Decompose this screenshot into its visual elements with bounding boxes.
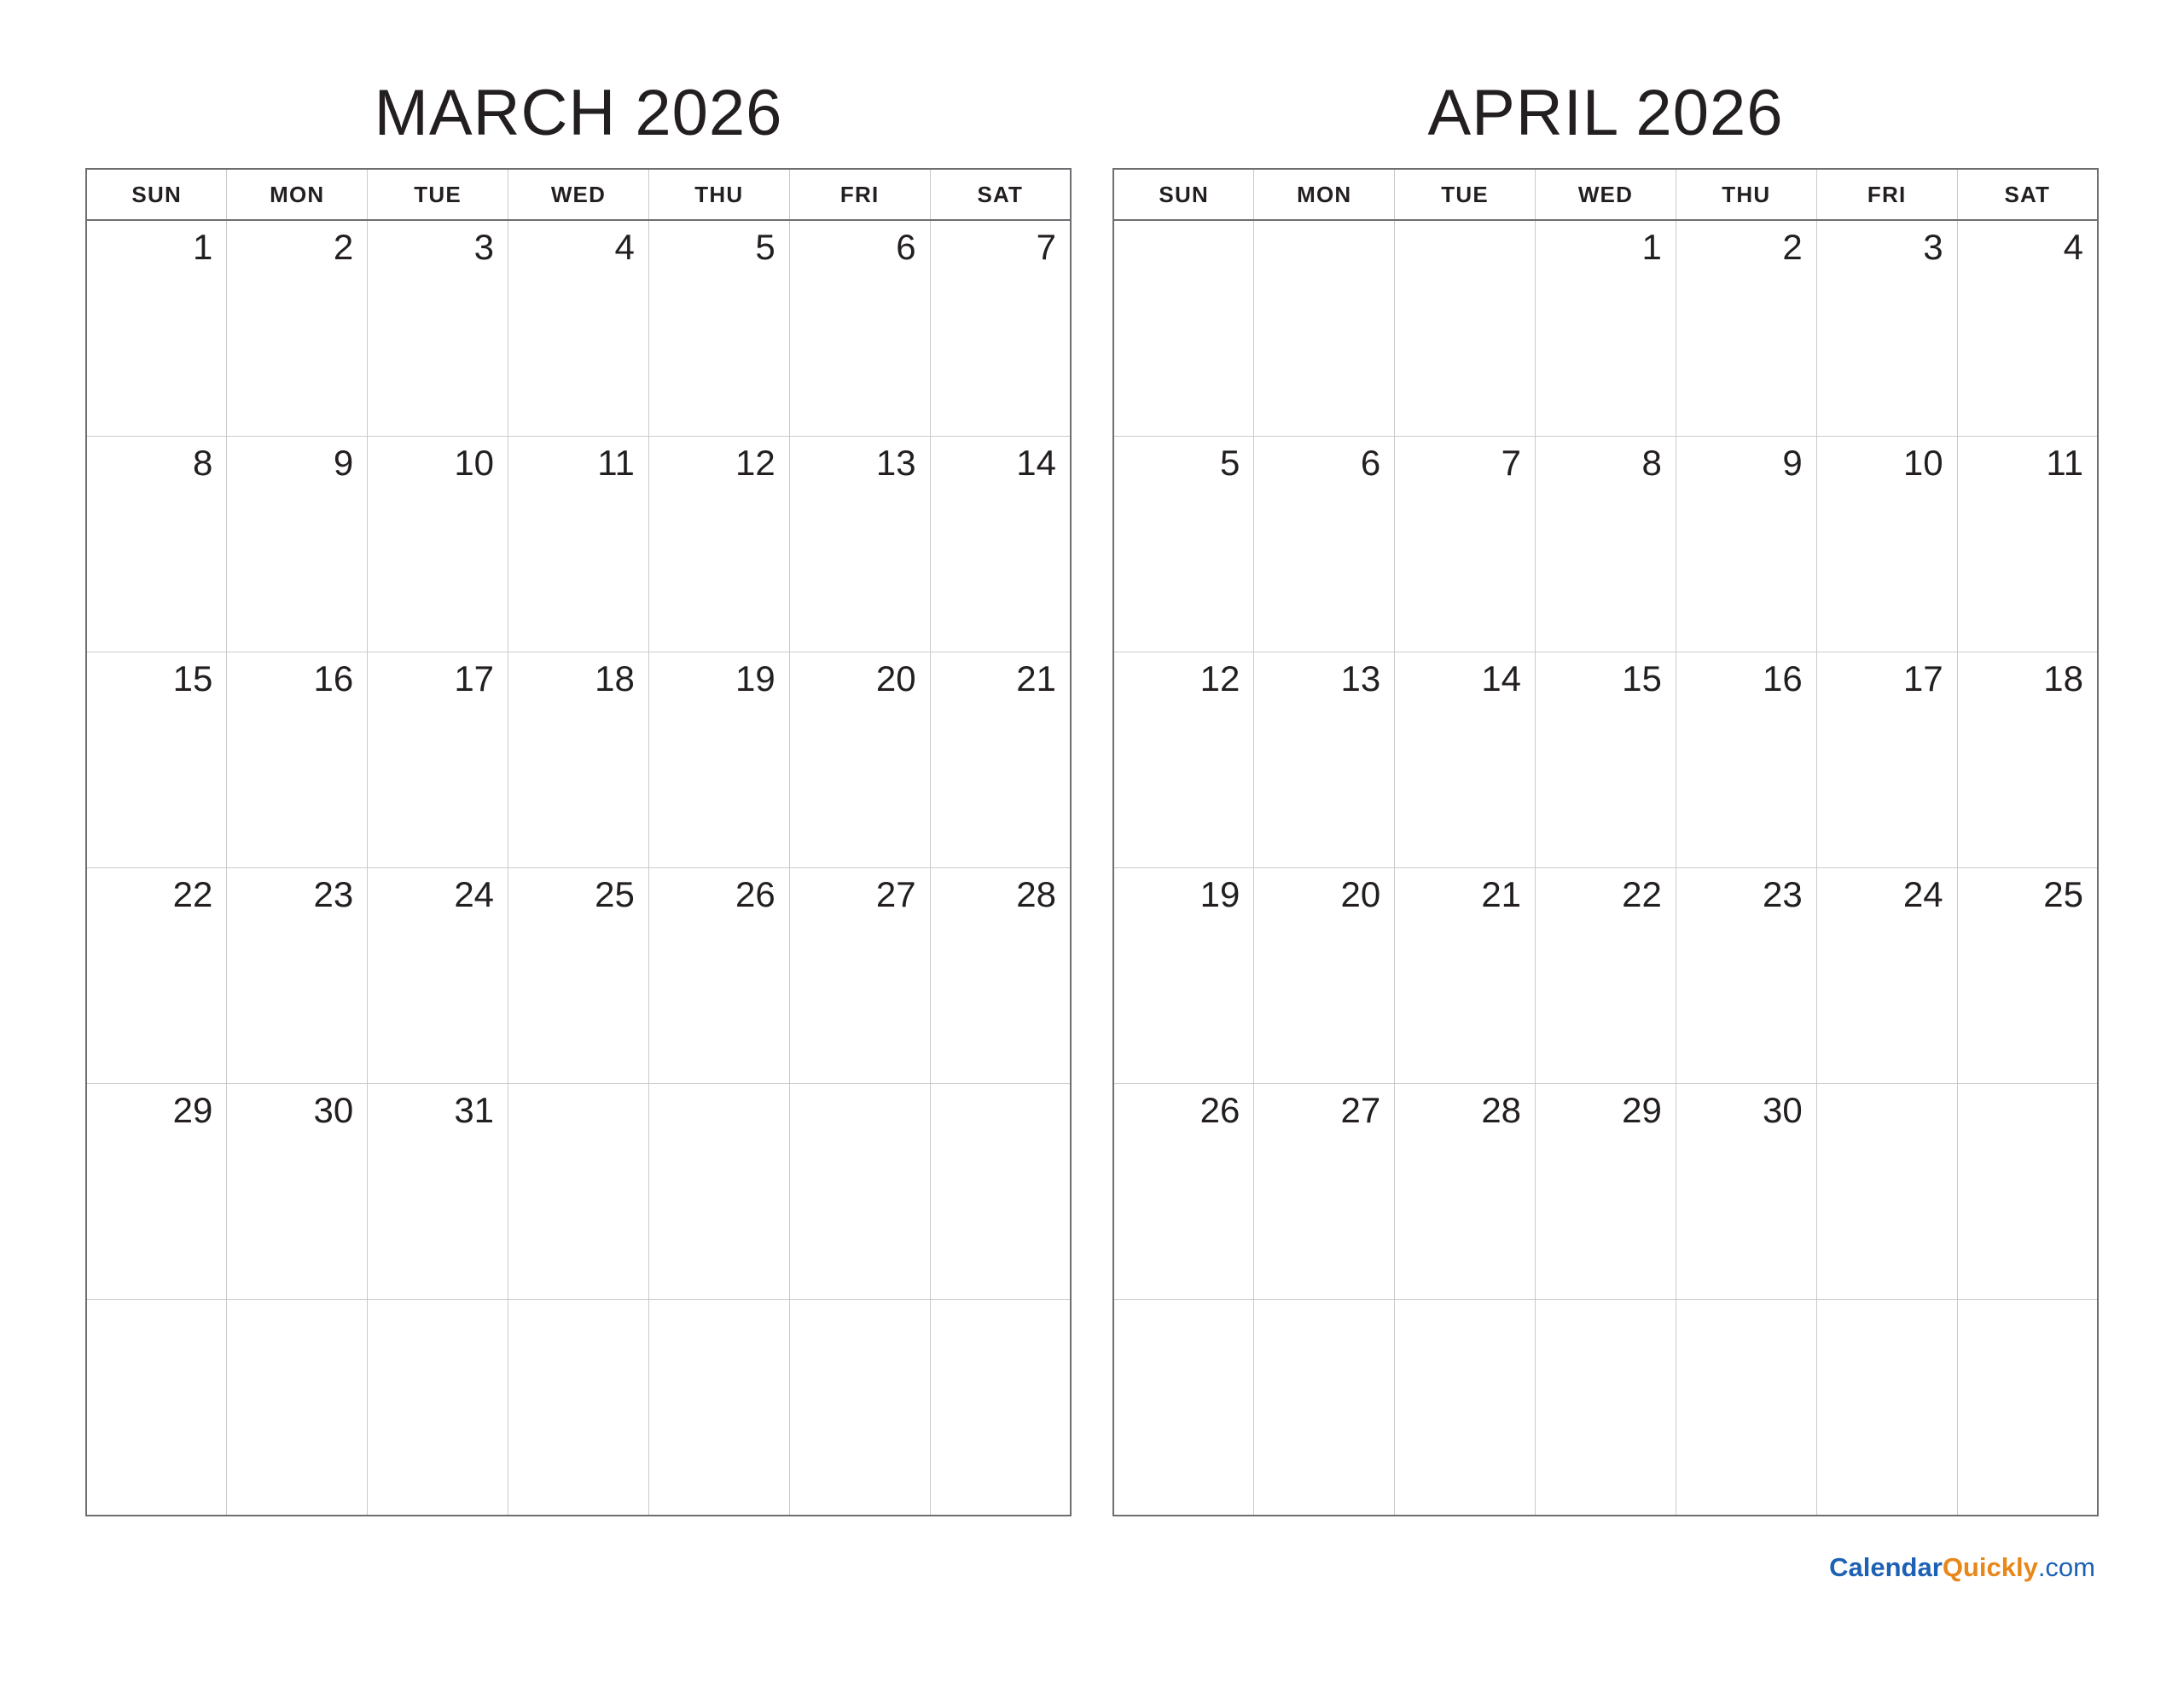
day-number: 15 [172,658,213,699]
weekday-header-sat: SAT [930,169,1071,220]
day-cell[interactable] [1254,652,1395,868]
day-cell[interactable] [508,220,649,437]
day-cell[interactable] [1254,1084,1395,1300]
day-cell-empty[interactable] [789,1084,930,1300]
day-number: 14 [1016,443,1056,483]
day-number: 23 [313,874,354,914]
day-number: 3 [1923,227,1943,267]
weekday-header-sun: SUN [86,169,227,220]
day-number: 4 [2063,227,2083,267]
day-cell[interactable] [1957,437,2098,652]
day-cell[interactable] [1395,652,1536,868]
day-cell[interactable] [86,1084,227,1300]
week-row [86,868,1071,1084]
day-cell[interactable] [1957,868,2098,1084]
day-number: 6 [896,227,916,267]
day-cell[interactable] [789,220,930,437]
day-number: 31 [454,1090,495,1130]
day-number: 1 [1641,227,1662,267]
calendar-march [85,77,1072,1516]
day-number: 5 [755,227,775,267]
day-cell[interactable] [227,220,368,437]
weekday-header-row [86,169,1071,220]
day-cell-empty[interactable] [508,1084,649,1300]
day-number: 13 [875,443,916,483]
week-row [86,1300,1071,1516]
day-cell[interactable] [648,652,789,868]
day-cell[interactable] [227,652,368,868]
brand-text-calendar: Calendar [1829,1552,1943,1582]
day-cell[interactable] [930,220,1071,437]
day-number: 17 [454,658,495,699]
day-number: 9 [1782,443,1803,483]
day-number: 20 [875,658,916,699]
day-cell[interactable] [227,1084,368,1300]
week-row [86,220,1071,437]
day-cell[interactable] [227,868,368,1084]
weekday-header-sat: SAT [1957,169,2098,220]
day-cell[interactable] [1536,1084,1676,1300]
day-number: 8 [1641,443,1662,483]
week-row [86,1084,1071,1300]
day-cell[interactable] [1816,220,1957,437]
day-number: 11 [597,443,635,483]
day-cell[interactable] [86,220,227,437]
day-number: 19 [735,658,775,699]
day-cell[interactable] [1816,652,1957,868]
day-number: 2 [333,227,354,267]
day-number: 12 [1199,658,1240,699]
day-cell-empty[interactable] [86,1300,227,1516]
day-number: 27 [875,874,916,914]
day-number: 12 [735,443,775,483]
day-cell[interactable] [368,1084,508,1300]
day-cell-empty[interactable] [789,1300,930,1516]
week-row [86,652,1071,868]
day-cell[interactable] [1254,437,1395,652]
weekday-header-fri: FRI [789,169,930,220]
day-number: 14 [1481,658,1522,699]
brand-watermark[interactable] [1829,1552,2095,1583]
day-cell[interactable] [508,652,649,868]
day-cell[interactable] [368,437,508,652]
day-cell-empty[interactable] [1254,1300,1395,1516]
day-cell[interactable] [1536,437,1676,652]
day-number: 19 [1199,874,1240,914]
brand-text-quickly: Quickly [1942,1552,2038,1582]
week-row [1113,1300,2098,1516]
day-number: 24 [1902,874,1943,914]
day-cell[interactable] [1676,437,1816,652]
day-number: 18 [2043,658,2083,699]
day-cell[interactable] [1254,868,1395,1084]
day-cell-empty[interactable] [1395,220,1536,437]
day-cell[interactable] [789,868,930,1084]
day-cell[interactable] [1113,437,1254,652]
day-cell-empty[interactable] [1957,1084,2098,1300]
day-cell[interactable] [930,652,1071,868]
day-cell[interactable] [1957,652,2098,868]
day-number: 16 [313,658,354,699]
day-cell-empty[interactable] [930,1300,1071,1516]
day-number: 21 [1481,874,1522,914]
day-number: 26 [735,874,775,914]
day-number: 18 [595,658,635,699]
day-number: 30 [1763,1090,1803,1130]
day-cell-empty[interactable] [1816,1084,1957,1300]
weekday-header-thu: THU [1676,169,1816,220]
day-cell[interactable] [1536,868,1676,1084]
calendar-title-april: APRIL 2026 [1427,77,1784,149]
day-number: 22 [172,874,213,914]
month-table-march [85,168,1072,1516]
day-number: 28 [1016,874,1056,914]
day-cell-empty[interactable] [1816,1300,1957,1516]
day-number: 15 [1622,658,1662,699]
day-number: 25 [595,874,635,914]
day-number: 4 [614,227,635,267]
brand-text-domain: .com [2037,1552,2095,1582]
day-cell[interactable] [789,652,930,868]
calendar-grid-container [85,77,2099,1516]
day-cell[interactable] [1676,220,1816,437]
day-cell[interactable] [227,437,368,652]
day-cell[interactable] [1113,868,1254,1084]
day-cell[interactable] [789,437,930,652]
day-number: 23 [1763,874,1803,914]
day-number: 7 [1501,443,1522,483]
day-cell-empty[interactable] [508,1300,649,1516]
week-row [86,437,1071,652]
day-number: 1 [192,227,213,267]
day-number: 21 [1016,658,1056,699]
day-number: 10 [454,443,495,483]
day-number: 6 [1360,443,1381,483]
day-number: 9 [333,443,354,483]
day-cell[interactable] [1957,220,2098,437]
day-cell[interactable] [930,868,1071,1084]
day-cell[interactable] [1676,868,1816,1084]
day-number: 3 [473,227,495,267]
day-cell-empty[interactable] [1676,1300,1816,1516]
day-cell-empty[interactable] [227,1300,368,1516]
day-number: 7 [1036,227,1056,267]
weekday-header-tue: TUE [1395,169,1536,220]
day-cell[interactable] [508,868,649,1084]
day-number: 20 [1340,874,1381,914]
day-cell[interactable] [1536,220,1676,437]
day-cell-empty[interactable] [648,1084,789,1300]
day-cell-empty[interactable] [1536,1300,1676,1516]
day-number: 2 [1782,227,1803,267]
day-number: 29 [1622,1090,1662,1130]
week-row [1113,437,2098,652]
month-table-april [1112,168,2099,1516]
day-cell-empty[interactable] [1113,220,1254,437]
day-cell-empty[interactable] [1254,220,1395,437]
day-cell[interactable] [1113,652,1254,868]
day-cell[interactable] [86,652,227,868]
weekday-header-tue: TUE [368,169,508,220]
day-number: 28 [1481,1090,1522,1130]
day-number: 22 [1622,874,1662,914]
day-number: 24 [454,874,495,914]
week-row [1113,868,2098,1084]
day-cell[interactable] [368,220,508,437]
day-cell[interactable] [1395,437,1536,652]
day-number: 29 [172,1090,213,1130]
weekday-header-wed: WED [508,169,649,220]
weekday-header-sun: SUN [1113,169,1254,220]
calendar-title-march: MARCH 2026 [374,77,783,149]
day-cell-empty[interactable] [1113,1300,1254,1516]
day-cell[interactable] [368,868,508,1084]
day-cell-empty[interactable] [1395,1300,1536,1516]
day-number: 26 [1199,1090,1240,1130]
day-cell-empty[interactable] [648,1300,789,1516]
weekday-header-fri: FRI [1816,169,1957,220]
week-row [1113,220,2098,437]
day-cell[interactable] [1395,868,1536,1084]
day-cell[interactable] [1676,1084,1816,1300]
weekday-header-thu: THU [648,169,789,220]
day-number: 25 [2043,874,2083,914]
day-number: 8 [192,443,213,483]
day-cell[interactable] [648,868,789,1084]
day-cell[interactable] [1816,868,1957,1084]
day-number: 16 [1763,658,1803,699]
weekday-header-wed: WED [1536,169,1676,220]
week-row [1113,652,2098,868]
day-number: 13 [1340,658,1381,699]
weekday-header-row [1113,169,2098,220]
day-cell-empty[interactable] [930,1084,1071,1300]
day-cell[interactable] [86,437,227,652]
day-number: 10 [1902,443,1943,483]
day-cell[interactable] [1536,652,1676,868]
day-cell[interactable] [1676,652,1816,868]
day-number: 30 [313,1090,354,1130]
day-cell[interactable] [648,220,789,437]
day-number: 11 [2046,443,2083,483]
day-number: 5 [1219,443,1240,483]
weekday-header-mon: MON [227,169,368,220]
day-number: 17 [1902,658,1943,699]
day-cell-empty[interactable] [368,1300,508,1516]
day-cell[interactable] [1816,437,1957,652]
week-row [1113,1084,2098,1300]
day-cell[interactable] [508,437,649,652]
day-cell[interactable] [930,437,1071,652]
day-cell[interactable] [1113,1084,1254,1300]
day-cell[interactable] [368,652,508,868]
day-cell[interactable] [86,868,227,1084]
day-cell[interactable] [1395,1084,1536,1300]
weekday-header-mon: MON [1254,169,1395,220]
calendar-april [1112,77,2099,1516]
day-cell[interactable] [648,437,789,652]
day-number: 27 [1340,1090,1381,1130]
day-cell-empty[interactable] [1957,1300,2098,1516]
